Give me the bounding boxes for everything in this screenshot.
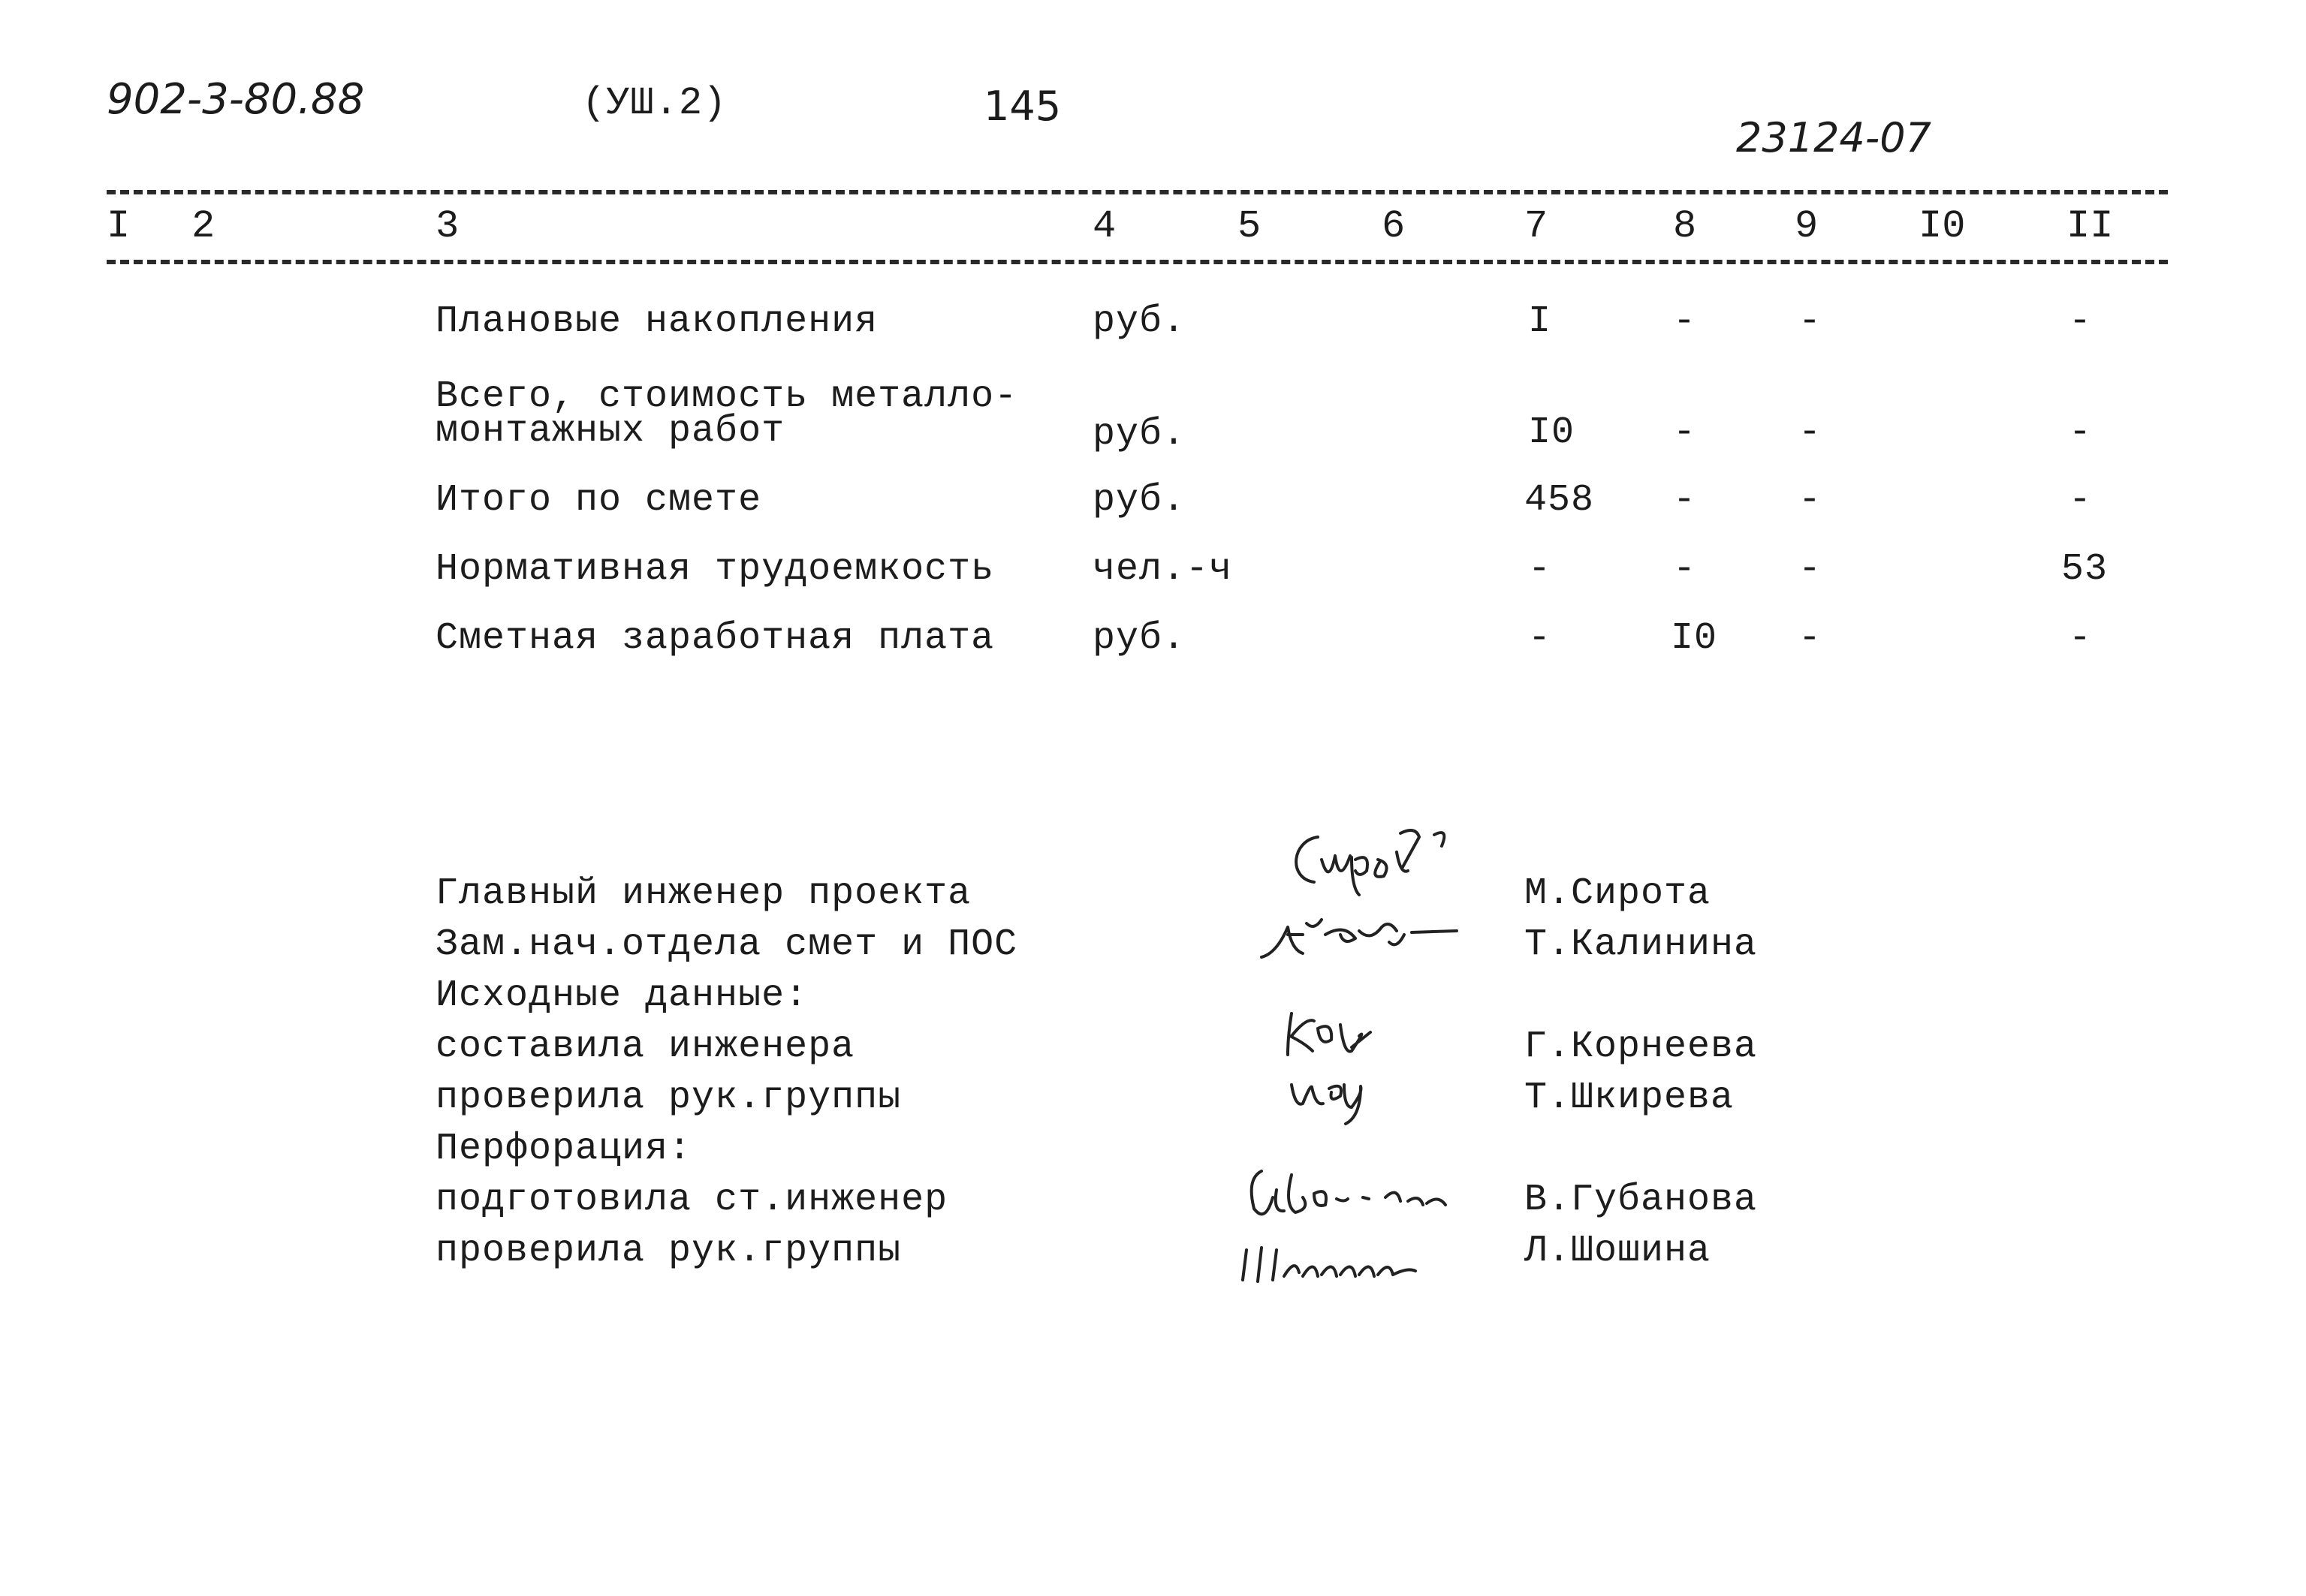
signatory-name: М.Сирота bbox=[1524, 872, 1711, 915]
page-number: 145 bbox=[984, 83, 1062, 130]
signatory-name: Л.Шошина bbox=[1524, 1230, 1711, 1272]
row-unit: руб. bbox=[1093, 479, 1186, 522]
column-number: 8 bbox=[1673, 204, 1697, 248]
column-number: 6 bbox=[1382, 204, 1406, 248]
signatory-role: Главный инженер проекта bbox=[436, 872, 972, 915]
column-number: II bbox=[2066, 204, 2114, 248]
cell-col-9: - bbox=[1798, 411, 1822, 454]
row-name: Итого по смете bbox=[436, 479, 762, 522]
cell-col-8: - bbox=[1673, 548, 1697, 591]
cell-col-11: - bbox=[2069, 617, 2093, 660]
row-name: Плановые накопления bbox=[436, 300, 879, 343]
signatory-role: проверила рук.группы bbox=[436, 1230, 902, 1272]
cell-col-9: - bbox=[1798, 300, 1822, 343]
section-label: (УШ.2) bbox=[582, 81, 728, 125]
row-name: Всего, стоимость металло- bbox=[436, 375, 1018, 418]
cell-col-8: - bbox=[1673, 300, 1697, 343]
column-number: I0 bbox=[1919, 204, 1966, 248]
cell-col-8: I0 bbox=[1671, 617, 1718, 660]
signature-gubanova bbox=[1239, 1152, 1487, 1235]
row-unit: руб. bbox=[1093, 300, 1186, 343]
cell-col-9: - bbox=[1798, 548, 1822, 591]
cell-col-7: 458 bbox=[1524, 479, 1595, 522]
row-unit: чел.-ч bbox=[1093, 548, 1233, 591]
cell-col-7: I bbox=[1528, 300, 1552, 343]
document-code: 902-3-80.88 bbox=[107, 75, 365, 124]
cell-col-9: - bbox=[1798, 617, 1822, 660]
table-header-rule bbox=[107, 260, 2168, 264]
column-number: 2 bbox=[191, 204, 216, 248]
cell-col-8: - bbox=[1673, 411, 1697, 454]
cell-col-7: I0 bbox=[1528, 411, 1575, 454]
cell-col-11: - bbox=[2069, 411, 2093, 454]
signatory-name: Т.Калинина bbox=[1524, 923, 1758, 966]
column-number: 3 bbox=[436, 204, 460, 248]
cell-col-11: - bbox=[2069, 300, 2093, 343]
signatory-role: составила инженера bbox=[436, 1025, 855, 1068]
row-unit: руб. bbox=[1093, 617, 1186, 660]
column-number: 5 bbox=[1237, 204, 1262, 248]
section-heading: Перфорация: bbox=[436, 1128, 692, 1170]
signatory-name: Г.Корнеева bbox=[1524, 1025, 1758, 1068]
section-heading: Исходные данные: bbox=[436, 974, 809, 1017]
signatory-role: проверила рук.группы bbox=[436, 1077, 902, 1119]
cell-col-7: - bbox=[1528, 617, 1552, 660]
signatory-name: Т.Шкирева bbox=[1524, 1077, 1735, 1119]
cell-col-8: - bbox=[1673, 479, 1697, 522]
signature-shkireva bbox=[1280, 1058, 1400, 1126]
signature-korneeva bbox=[1277, 995, 1412, 1062]
row-name: монтажных работ bbox=[436, 410, 785, 453]
column-number: I bbox=[107, 204, 131, 248]
signature-kalinina bbox=[1254, 901, 1487, 968]
stamp-number: 23124-07 bbox=[1736, 114, 1931, 161]
cell-col-7: - bbox=[1528, 548, 1552, 591]
signature-shoshina bbox=[1231, 1231, 1479, 1299]
column-number: 9 bbox=[1795, 204, 1819, 248]
row-name: Сметная заработная плата bbox=[436, 617, 995, 660]
column-number: 7 bbox=[1524, 204, 1548, 248]
signatory-role: подготовила ст.инженер bbox=[436, 1179, 948, 1221]
column-number: 4 bbox=[1093, 204, 1117, 248]
cell-col-11: 53 bbox=[2061, 548, 2109, 591]
row-name: Нормативная трудоемкость bbox=[436, 548, 995, 591]
cell-col-9: - bbox=[1798, 479, 1822, 522]
signatory-name: В.Губанова bbox=[1524, 1179, 1758, 1221]
row-unit: руб. bbox=[1093, 413, 1186, 456]
cell-col-11: - bbox=[2069, 479, 2093, 522]
signatory-role: Зам.нач.отдела смет и ПОС bbox=[436, 923, 1018, 966]
table-top-rule bbox=[107, 190, 2168, 194]
signature-sirota bbox=[1277, 818, 1502, 901]
